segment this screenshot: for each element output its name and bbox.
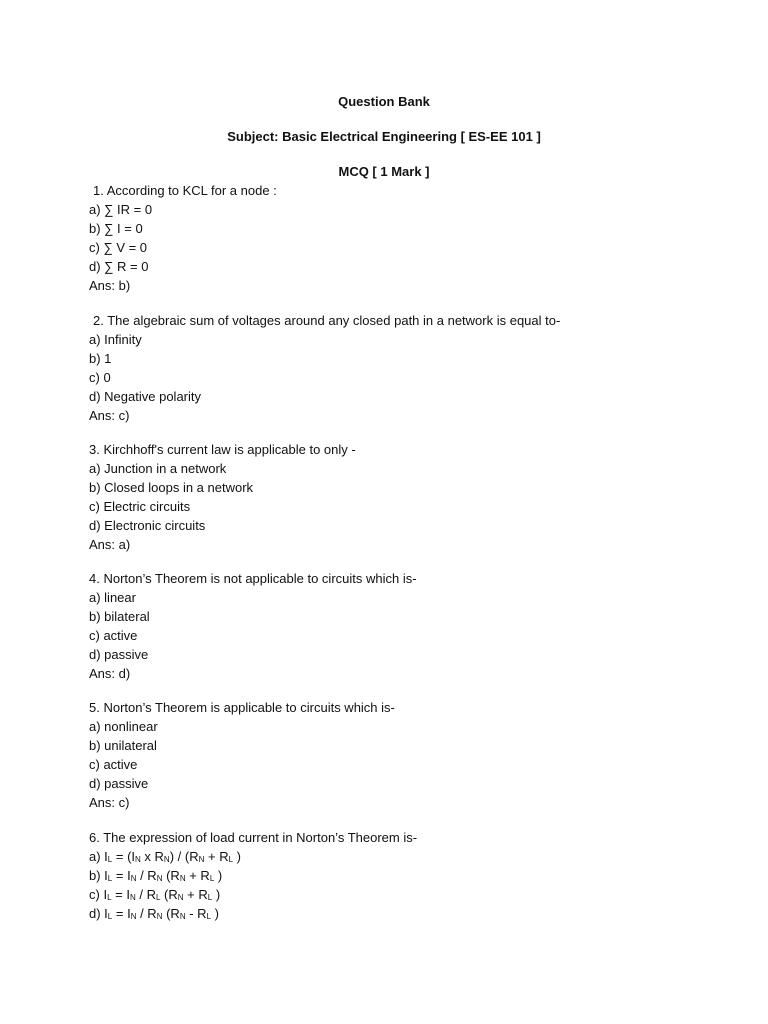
option-b: b) IL = IN / RN (RN + RL ): [89, 868, 223, 883]
option-b: b) ∑ I = 0: [89, 221, 143, 236]
section-heading: MCQ [ 1 Mark ]: [338, 164, 430, 179]
option-c: c) active: [89, 628, 138, 643]
question-text: 3. Kirchhoff's current law is applicable to only -: [89, 442, 356, 457]
question-text: 1. According to KCL for a node :: [93, 183, 277, 198]
option-b: b) bilateral: [89, 609, 150, 624]
answer-text: Ans: b): [89, 278, 131, 293]
question-block-4: [89, 569, 729, 683]
option-a: a) linear: [89, 590, 136, 605]
option-b: b) unilateral: [89, 738, 157, 753]
option-d: d) ∑ R = 0: [89, 259, 149, 274]
answer-text: Ans: d): [89, 666, 131, 681]
option-a: a) Junction in a network: [89, 461, 227, 476]
option-d: d) Electronic circuits: [89, 518, 206, 533]
option-c: c) 0: [89, 370, 111, 385]
option-c: c) IL = IN / RL (RN + RL ): [89, 887, 221, 902]
option-a: a) IL = (IN x RN) / (RN + RL ): [89, 849, 241, 864]
option-b: b) 1: [89, 351, 112, 366]
question-block-2: [89, 311, 729, 425]
option-d: d) IL = IN / RN (RN - RL ): [89, 906, 219, 921]
question-text: 6. The expression of load current in Norton’s Theorem is-: [89, 830, 418, 845]
question-text: 4. Norton’s Theorem is not applicable to circuits which is-: [89, 571, 417, 586]
option-c: c) active: [89, 757, 138, 772]
question-block-1: [89, 181, 729, 295]
answer-text: Ans: a): [89, 537, 131, 552]
option-a: a) ∑ IR = 0: [89, 202, 153, 217]
option-d: d) passive: [89, 776, 149, 791]
option-d: d) Negative polarity: [89, 389, 201, 404]
question-text: 2. The algebraic sum of voltages around any closed path in a network is equal to-: [93, 313, 561, 328]
question-block-6: [89, 828, 729, 923]
option-a: a) nonlinear: [89, 719, 158, 734]
question-block-3: [89, 440, 729, 554]
question-block-5: [89, 698, 729, 812]
answer-text: Ans: c): [89, 408, 130, 423]
option-a: a) Infinity: [89, 332, 142, 347]
option-b: b) Closed loops in a network: [89, 480, 254, 495]
option-d: d) passive: [89, 647, 149, 662]
option-c: c) Electric circuits: [89, 499, 191, 514]
document-title: Question Bank: [338, 94, 430, 109]
question-text: 5. Norton’s Theorem is applicable to circuits which is-: [89, 700, 395, 715]
answer-text: Ans: c): [89, 795, 130, 810]
document-subject: Subject: Basic Electrical Engineering [ ES-EE 101 ]: [227, 129, 541, 144]
option-c: c) ∑ V = 0: [89, 240, 148, 255]
